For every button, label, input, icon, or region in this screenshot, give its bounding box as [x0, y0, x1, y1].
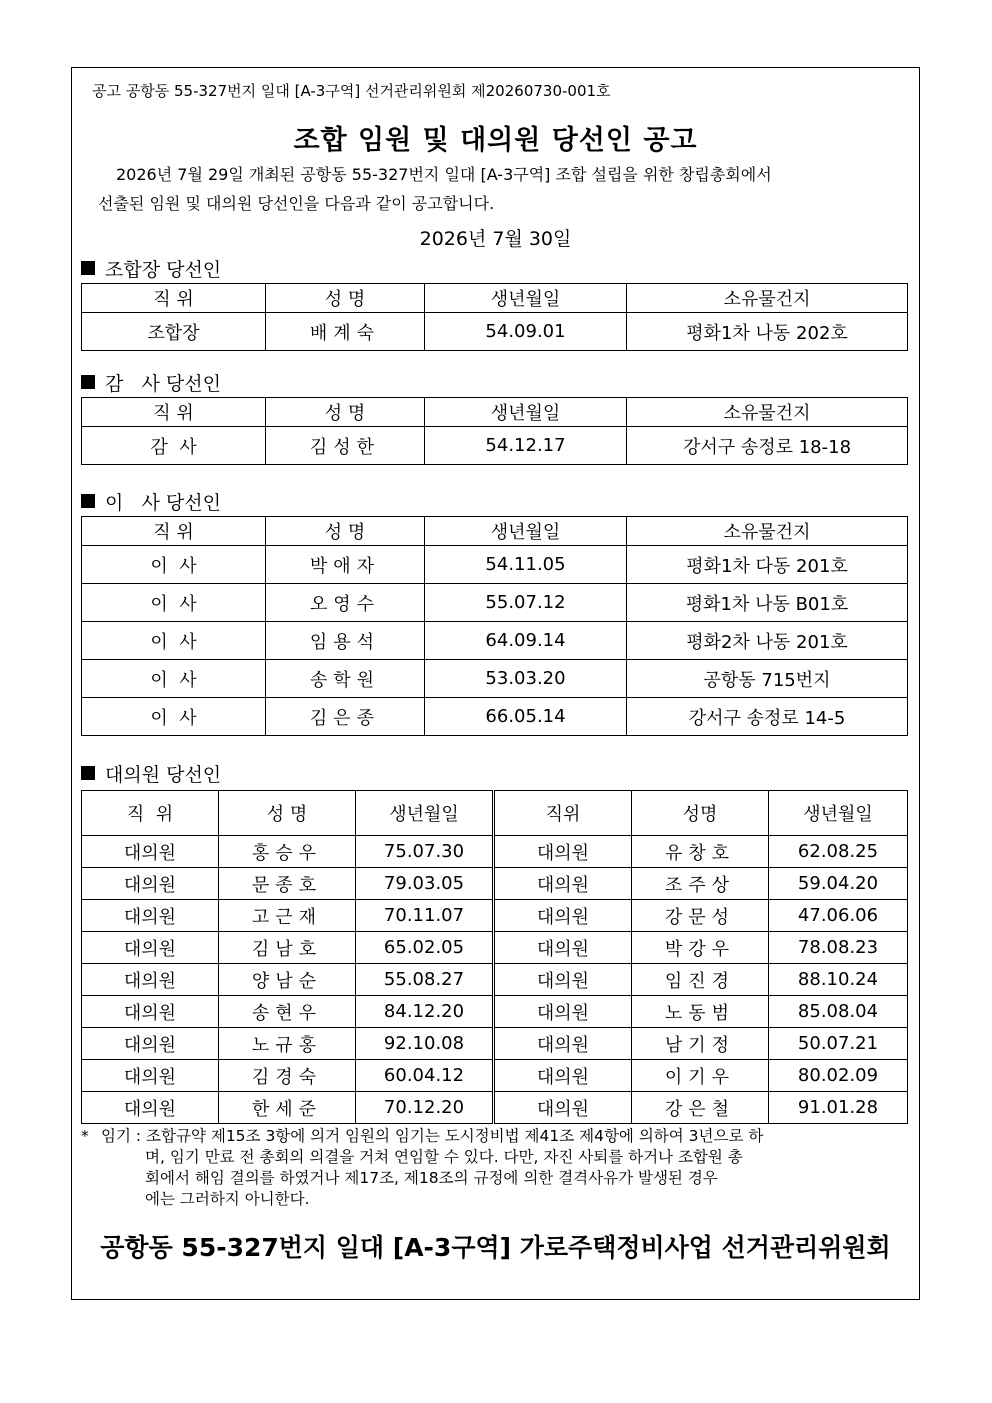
cell-property: 평화1차 나동 202호	[627, 313, 908, 351]
table-row	[82, 932, 908, 964]
cell-birth: 55.08.27	[356, 964, 494, 996]
table-header-row	[82, 284, 908, 313]
table-row	[82, 546, 908, 584]
table-row	[82, 313, 908, 351]
square-bullet-icon	[81, 261, 95, 275]
table-row	[82, 1060, 908, 1092]
cell-birth: 84.12.20	[356, 996, 494, 1028]
cell-birth: 80.02.09	[769, 1060, 908, 1092]
cell-position: 이 사	[82, 698, 266, 736]
header-position: 직 위	[82, 284, 266, 313]
cell-position: 대의원	[82, 932, 219, 964]
page-title: 조합 임원 및 대의원 당선인 공고	[293, 125, 698, 156]
cell-position: 대의원	[82, 1092, 219, 1124]
cell-name: 임용석	[266, 622, 425, 660]
cell-property: 강서구 송정로 14-5	[627, 698, 908, 736]
cell-position: 이 사	[82, 622, 266, 660]
footnote-line: 며, 임기 만료 전 총회의 의결을 거쳐 연임할 수 있다. 다만, 자진 사퇴를 하거나 조합원 총	[145, 1148, 743, 1166]
section-heading-directors: 이 사 당선인	[81, 488, 221, 515]
cell-birth: 53.03.20	[425, 660, 627, 698]
cell-birth: 47.06.06	[769, 900, 908, 932]
table-row	[82, 622, 908, 660]
header-birth: 생년월일	[356, 791, 494, 836]
cell-position: 이 사	[82, 660, 266, 698]
header-birth: 생년월일	[769, 791, 908, 836]
cell-birth: 66.05.14	[425, 698, 627, 736]
header-name: 성 명	[266, 517, 425, 546]
cell-position: 대의원	[82, 900, 219, 932]
cell-position: 대의원	[82, 1028, 219, 1060]
cell-position: 조합장	[82, 313, 266, 351]
intro-paragraph	[98, 160, 889, 218]
cell-name: 양남순	[219, 964, 356, 996]
square-bullet-icon	[81, 375, 95, 389]
intro-line: 선출된 임원 및 대의원 당선인을 다음과 같이 공고합니다.	[98, 194, 495, 213]
cell-position: 대의원	[494, 900, 632, 932]
cell-name: 이기우	[632, 1060, 769, 1092]
cell-position: 이 사	[82, 584, 266, 622]
cell-name: 오영수	[266, 584, 425, 622]
cell-birth: 54.09.01	[425, 313, 627, 351]
cell-name: 임진경	[632, 964, 769, 996]
table-header-row	[82, 517, 908, 546]
cell-name: 강문성	[632, 900, 769, 932]
table-row	[82, 964, 908, 996]
term-footnote	[81, 1126, 899, 1210]
cell-birth: 55.07.12	[425, 584, 627, 622]
table-row	[82, 996, 908, 1028]
cell-birth: 60.04.12	[356, 1060, 494, 1092]
cell-birth: 70.12.20	[356, 1092, 494, 1124]
cell-name: 조주상	[632, 868, 769, 900]
cell-property: 평화2차 나동 201호	[627, 622, 908, 660]
cell-name: 노동범	[632, 996, 769, 1028]
notice-date: 2026년 7월 30일	[419, 228, 572, 250]
cell-birth: 62.08.25	[769, 836, 908, 868]
cell-birth: 70.11.07	[356, 900, 494, 932]
notice-frame	[71, 67, 920, 1300]
footnote-line: 에는 그러하지 아니한다.	[145, 1190, 310, 1208]
cell-position: 대의원	[82, 964, 219, 996]
header-name: 성 명	[266, 284, 425, 313]
cell-position: 대의원	[494, 836, 632, 868]
cell-birth: 91.01.28	[769, 1092, 908, 1124]
cell-birth: 88.10.24	[769, 964, 908, 996]
header-position: 직위	[494, 791, 632, 836]
cell-position: 대의원	[494, 964, 632, 996]
header-name: 성 명	[266, 398, 425, 427]
cell-position: 대의원	[494, 868, 632, 900]
table-row	[82, 900, 908, 932]
header-name: 성 명	[219, 791, 356, 836]
section-heading-chairman: 조합장 당선인	[81, 255, 221, 282]
table-header-row	[82, 791, 908, 836]
table-row	[82, 836, 908, 868]
cell-position: 이 사	[82, 546, 266, 584]
cell-position: 대의원	[494, 1060, 632, 1092]
header-position: 직 위	[82, 398, 266, 427]
section-heading-delegates: 대의원 당선인	[81, 760, 221, 787]
cell-name: 고근재	[219, 900, 356, 932]
cell-position: 대의원	[494, 996, 632, 1028]
header-property: 소유물건지	[627, 284, 908, 313]
cell-position: 대의원	[82, 1060, 219, 1092]
cell-name: 송현우	[219, 996, 356, 1028]
table-header-row	[82, 398, 908, 427]
cell-name: 김성한	[266, 427, 425, 465]
delegates-table	[81, 790, 908, 1124]
cell-birth: 65.02.05	[356, 932, 494, 964]
header-position: 직 위	[82, 517, 266, 546]
auditor-table	[81, 397, 908, 465]
cell-name: 김경숙	[219, 1060, 356, 1092]
footnote-line: 임기 : 조합규약 제15조 3항에 의거 임원의 임기는 도시정비법 제41조 제4항에 의하여 3년으로 하	[101, 1127, 764, 1145]
table-row	[82, 584, 908, 622]
cell-name: 홍승우	[219, 836, 356, 868]
cell-birth: 54.11.05	[425, 546, 627, 584]
cell-birth: 85.08.04	[769, 996, 908, 1028]
header-name: 성명	[632, 791, 769, 836]
cell-position: 감 사	[82, 427, 266, 465]
footnote-marker: *	[81, 1127, 89, 1145]
cell-birth: 54.12.17	[425, 427, 627, 465]
cell-name: 박강우	[632, 932, 769, 964]
directors-table	[81, 516, 908, 736]
cell-birth: 92.10.08	[356, 1028, 494, 1060]
cell-birth: 78.08.23	[769, 932, 908, 964]
cell-name: 김은종	[266, 698, 425, 736]
cell-name: 문종호	[219, 868, 356, 900]
square-bullet-icon	[81, 494, 95, 508]
cell-name: 강은철	[632, 1092, 769, 1124]
cell-name: 김남호	[219, 932, 356, 964]
committee-signature: 공항동 55-327번지 일대 [A-3구역] 가로주택정비사업 선거관리위원회	[100, 1233, 891, 1262]
header-position: 직 위	[82, 791, 219, 836]
cell-name: 노규홍	[219, 1028, 356, 1060]
footnote-line: 회에서 해임 결의를 하였거나 제17조, 제18조의 규정에 의한 결격사유가 발생된 경우	[145, 1169, 718, 1187]
cell-position: 대의원	[494, 1028, 632, 1060]
cell-position: 대의원	[82, 836, 219, 868]
intro-line: 2026년 7월 29일 개최된 공항동 55-327번지 일대 [A-3구역] 조합 설립을 위한 창립총회에서	[116, 165, 772, 184]
table-row	[82, 698, 908, 736]
header-property: 소유물건지	[627, 398, 908, 427]
cell-name: 송학원	[266, 660, 425, 698]
cell-property: 공항동 715번지	[627, 660, 908, 698]
cell-name: 배계숙	[266, 313, 425, 351]
cell-birth: 79.03.05	[356, 868, 494, 900]
header-property: 소유물건지	[627, 517, 908, 546]
cell-name: 남기정	[632, 1028, 769, 1060]
table-row	[82, 1092, 908, 1124]
header-birth: 생년월일	[425, 284, 627, 313]
section-heading-auditor: 감 사 당선인	[81, 369, 221, 396]
table-row	[82, 868, 908, 900]
cell-birth: 59.04.20	[769, 868, 908, 900]
cell-property: 강서구 송정로 18-18	[627, 427, 908, 465]
cell-property: 평화1차 다동 201호	[627, 546, 908, 584]
cell-birth: 75.07.30	[356, 836, 494, 868]
table-row	[82, 660, 908, 698]
table-row	[82, 1028, 908, 1060]
cell-position: 대의원	[494, 932, 632, 964]
cell-position: 대의원	[82, 996, 219, 1028]
table-row	[82, 427, 908, 465]
cell-position: 대의원	[494, 1092, 632, 1124]
notice-number: 공고 공항동 55-327번지 일대 [A-3구역] 선거관리위원회 제20260730-001호	[92, 82, 611, 100]
cell-birth: 50.07.21	[769, 1028, 908, 1060]
chairman-table	[81, 283, 908, 351]
cell-property: 평화1차 나동 B01호	[627, 584, 908, 622]
cell-name: 유창호	[632, 836, 769, 868]
cell-position: 대의원	[82, 868, 219, 900]
header-birth: 생년월일	[425, 398, 627, 427]
header-birth: 생년월일	[425, 517, 627, 546]
cell-name: 한세준	[219, 1092, 356, 1124]
cell-name: 박애자	[266, 546, 425, 584]
square-bullet-icon	[81, 766, 95, 780]
cell-birth: 64.09.14	[425, 622, 627, 660]
